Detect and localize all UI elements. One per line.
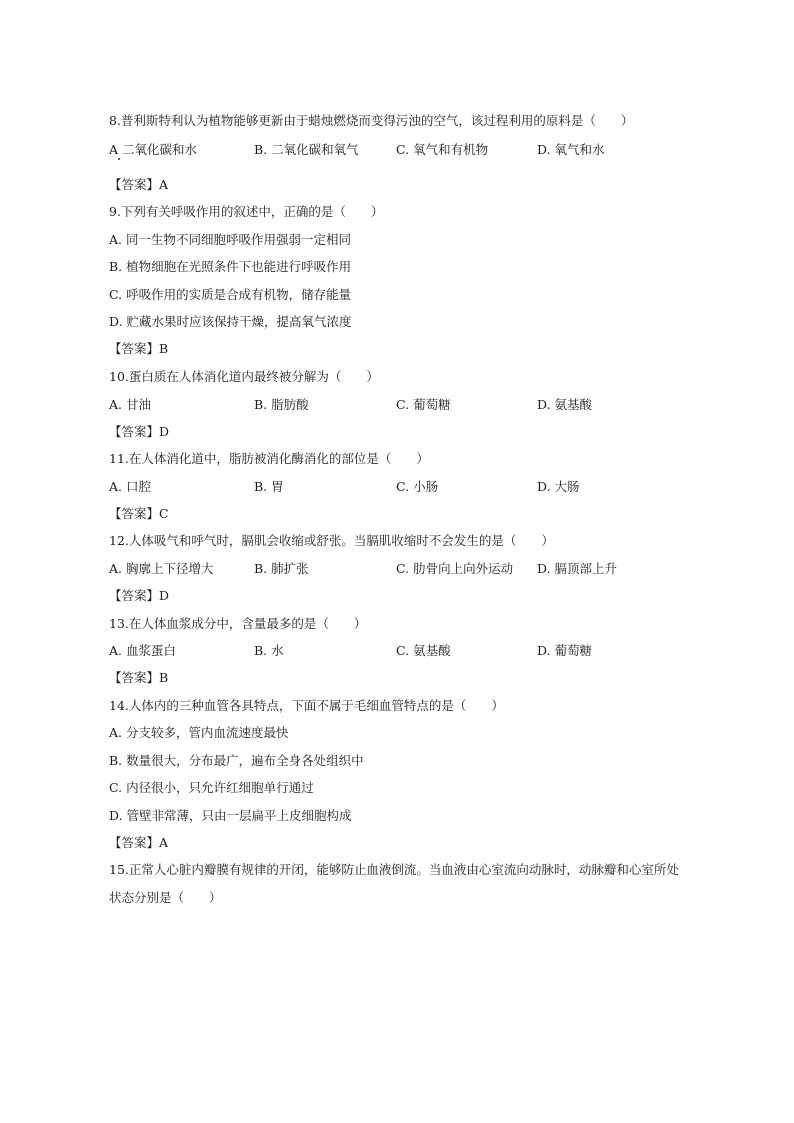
question-14-stem: 14.人体内的三种血管各具特点，下面不属于毛细血管特点的是（ ）: [109, 698, 504, 713]
question-12-options: [109, 561, 709, 577]
question-12-stem: 12.人体吸气和呼气时，膈肌会收缩或舒张。当膈肌收缩时不会发生的是（ ）: [109, 533, 554, 548]
option-d: D. 氧气和水: [537, 142, 605, 157]
question-9-answer: 【答案】B: [109, 341, 169, 356]
decorative-dot: [118, 158, 120, 160]
question-12-answer: 【答案】D: [109, 588, 170, 603]
question-11-options: [109, 479, 709, 495]
question-11-answer: 【答案】C: [109, 506, 169, 521]
question-11-stem: 11.在人体消化道中，脂肪被消化酶消化的部位是（ ）: [109, 451, 429, 466]
question-9-option-a: A. 同一生物不同细胞呼吸作用强弱一定相同: [109, 232, 351, 247]
option-a: A. 甘油: [109, 397, 151, 412]
question-14-option-d: D. 管壁非常薄，只由一层扁平上皮细胞构成: [109, 808, 352, 823]
option-b: B. 水: [254, 643, 284, 658]
option-c: C. 氨基酸: [396, 643, 451, 658]
question-13-answer: 【答案】B: [109, 670, 169, 685]
question-10-answer: 【答案】D: [109, 424, 170, 439]
option-a: A 二氧化碳和水: [109, 142, 198, 157]
question-8-options: [109, 142, 709, 158]
option-a: A. 口腔: [109, 479, 151, 494]
question-9-stem: 9.下列有关呼吸作用的叙述中，正确的是（ ）: [109, 204, 384, 219]
option-c: C. 肋骨向上向外运动: [396, 561, 514, 576]
question-15-stem-line-1: 15.正常人心脏内瓣膜有规律的开闭，能够防止血液倒流。当血液由心室流向动脉时，动脉瓣和心室所处: [109, 862, 679, 877]
option-a: A. 血浆蛋白: [109, 643, 176, 658]
question-14-option-a: A. 分支较多，管内血流速度最快: [109, 725, 289, 740]
question-14-option-b: B. 数量很大，分布最广，遍布全身各处组织中: [109, 753, 364, 768]
question-14-option-c: C. 内径很小，只允许红细胞单行通过: [109, 780, 314, 795]
question-13-stem: 13.在人体血浆成分中，含量最多的是（ ）: [109, 616, 367, 631]
option-b: B. 脂肪酸: [254, 397, 309, 412]
question-10-stem: 10.蛋白质在人体消化道内最终被分解为（ ）: [109, 369, 379, 384]
option-b: B. 二氧化碳和氧气: [254, 142, 359, 157]
question-10-options: [109, 397, 709, 413]
option-c: C. 小肠: [396, 479, 439, 494]
option-b: B. 胃: [254, 479, 284, 494]
option-d: D. 膈顶部上升: [537, 561, 618, 576]
question-8-answer: 【答案】A: [109, 177, 169, 192]
question-9-option-c: C. 呼吸作用的实质是合成有机物，储存能量: [109, 287, 352, 302]
option-d: D. 氨基酸: [537, 397, 593, 412]
option-c: C. 氧气和有机物: [396, 142, 489, 157]
option-b: B. 肺扩张: [254, 561, 309, 576]
question-14-answer: 【答案】A: [109, 835, 169, 850]
option-d: D. 大肠: [537, 479, 580, 494]
question-13-options: [109, 643, 709, 659]
option-d: D. 葡萄糖: [537, 643, 593, 658]
option-c: C. 葡萄糖: [396, 397, 451, 412]
question-15-stem-line-2: 状态分别是（ ）: [109, 890, 222, 905]
option-a: A. 胸廓上下径增大: [109, 561, 214, 576]
question-9-option-d: D. 贮藏水果时应该保持干燥，提高氧气浓度: [109, 314, 352, 329]
question-8-stem: 8.普利斯特利认为植物能够更新由于蜡烛燃烧而变得污浊的空气，该过程利用的原料是（ ）: [109, 113, 634, 128]
question-9-option-b: B. 植物细胞在光照条件下也能进行呼吸作用: [109, 259, 352, 274]
